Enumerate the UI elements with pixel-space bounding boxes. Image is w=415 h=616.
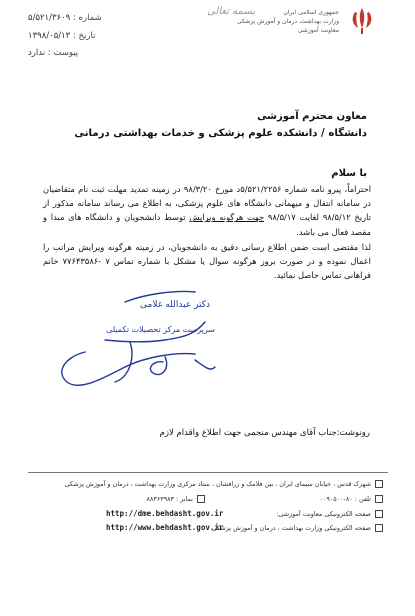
ref-date: تاریخ : ۱۳۹۸/۰۵/۱۳ (28, 31, 96, 41)
ref-attachment: پیوست : ندارد (28, 48, 79, 58)
bismillah: بسمه تعالی (206, 6, 255, 17)
web-icon (375, 510, 383, 518)
ref-number-value: ۵/۵۲۱/۳۶۰۹ (28, 13, 71, 23)
footer-fax-text: نمابر : ۸۸۳۶۳۹۸۳ (146, 495, 193, 503)
ref-attachment-label: پیوست (53, 48, 79, 58)
phone-icon (375, 495, 383, 503)
footer-divider (28, 472, 388, 473)
footer-address (64, 480, 383, 488)
footer-moh-link[interactable]: http://www.behdasht.gov.ir (106, 523, 224, 532)
footer-fax (147, 495, 205, 503)
signature-block (45, 282, 245, 401)
signature-name: دکتر عبدالله غلامی (140, 300, 210, 310)
iran-emblem-icon (345, 6, 379, 40)
ministry-line-2: وزارت بهداشت، درمان و آموزش پزشکی (236, 18, 339, 25)
ref-number: شماره : ۵/۵۲۱/۳۶۰۹ (28, 13, 102, 23)
ref-number-label: شماره (78, 13, 102, 23)
footer-address-text: شهرک قدس ، خیابان سیمای ایران ، بین فلامک و زرافشان ، ستاد مرکزی وزارت بهداشت ، درمان و آموزش پزشکی (64, 480, 371, 488)
address-icon (375, 480, 383, 488)
cc-line: رونوشت:جناب آقای مهندس منجمی جهت اطلاع واقدام لازم (159, 428, 370, 438)
recipient-title: معاون محترم آموزشی (257, 111, 367, 122)
footer-phone-text: تلفن : ۸۰-۰۰۹۰۵۰۰ (319, 495, 371, 503)
footer-dme-label (276, 510, 383, 518)
body-paragraph-1-underlined: جهت هرگونه ویرایش (189, 212, 265, 223)
recipient-university: دانشگاه / دانشکده علوم پزشکی و خدمات بهداشتی درمانی (74, 128, 367, 139)
footer-moh-label (212, 524, 383, 532)
body-paragraph-1-ending: توسط دانشجویان و دانشگاه های مبدا و مقصد فعال می باشد. (43, 212, 371, 237)
signature-title: سرپرست مرکز تحصیلات تکمیلی (106, 325, 215, 334)
footer-phone (320, 495, 383, 503)
footer-moh-label-text: صفحه الکترونیکی وزارت بهداشت ، درمان و آموزش پزشکی (211, 524, 371, 532)
fax-icon (197, 495, 205, 503)
ministry-line-3: معاونت آموزشی (297, 27, 339, 34)
ministry-header (219, 8, 339, 35)
ministry-line-1: جمهوری اسلامی ایران (283, 9, 339, 16)
body-paragraph-1-text: احتراماً، پیرو نامه شماره ۵/۵۲۱/۲۲۵۶د مورخ ۹۸/۳/۲۰ در زمینه تمدید مهلت ثبت نام متقاضیان در سامانه انتقال و میهمانی دانشگاه های علوم پزشکی، به اطلاع می رساند سامانه مذکور از تاریخ ۹۸/۵/۱۲ لغایت ۹۸/۵/۱۷ (43, 184, 372, 223)
body-paragraph-1 (43, 182, 371, 239)
web-icon (375, 524, 383, 532)
ref-date-value: ۱۳۹۸/۰۵/۱۳ (28, 31, 71, 41)
salutation: با سلام (331, 168, 367, 179)
ref-date-label: تاریخ (78, 31, 96, 41)
body-paragraph-2: لذا مقتضی است ضمن اطلاع رسانی دقیق به دانشجویان، در زمینه هرگونه ویرایش مراتب را اعمال نموده و در صورت بروز هرگونه سوال یا مشکل با شماره تماس ۷ -۷۷۶۴۳۵۸۶ خانم فراهانی تماس حاصل نمائید. (43, 242, 371, 281)
ref-attachment-value: ندارد (28, 48, 46, 58)
footer-dme-label-text: صفحه الکترونیکی معاونت آموزشی: (276, 510, 371, 518)
handwritten-signature (45, 282, 245, 397)
footer-dme-link[interactable]: http://dme.behdasht.gov.ir (106, 509, 224, 518)
